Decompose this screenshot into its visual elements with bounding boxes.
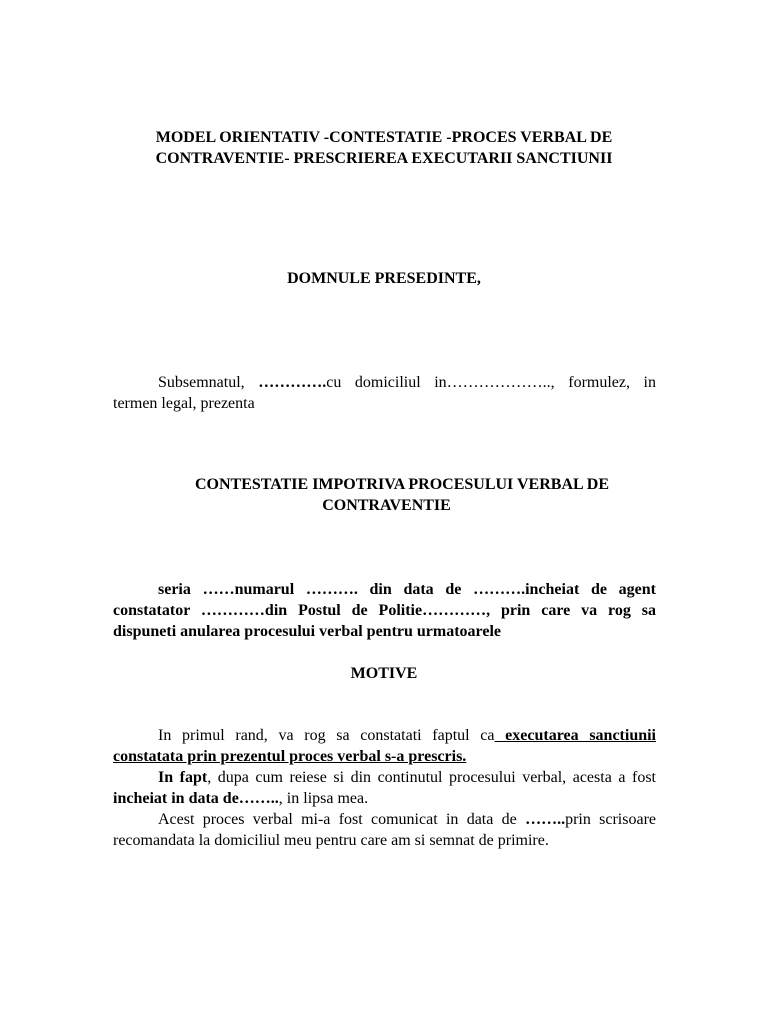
doc-type-line-1: CONTESTATIE IMPOTRIVA PROCESULUI VERBAL DE <box>194 476 610 493</box>
motive-2-lead: In fapt <box>158 769 208 786</box>
motive-1-emphasis: executarea sanctiunii constatata prin prezentul proces verbal s-a prescris. <box>113 727 657 765</box>
title-line-2: CONTRAVENTIE- PRESCRIEREA EXECUTARII SANCTIUNII <box>155 150 613 167</box>
series-text: seria ……numarul ………. din data de ……….incheiat de agent constatator …………din Postul de Politie…………, prin care va rog sa dispuneti anularea procesului verbal pentru urmatoarele <box>113 581 656 640</box>
motive-2-text: , dupa cum reiese si din continutul procesului verbal, acesta a fost <box>207 769 656 786</box>
intro-name-blank: …………. <box>258 374 327 391</box>
title-line-1: MODEL ORIENTATIV -CONTESTATIE -PROCES VERBAL DE <box>155 129 613 146</box>
series-paragraph <box>113 579 656 642</box>
document-type-heading <box>90 474 678 516</box>
motive-3-text: Acest proces verbal mi-a fost comunicat in data de <box>158 811 526 828</box>
motive-2-tail: , in lipsa mea. <box>278 790 369 807</box>
motive-paragraph-3 <box>113 809 656 851</box>
document-title <box>90 127 678 169</box>
motive-3-tail: prin scrisoare recomandata la domiciliul meu pentru care am si semnat de primire. <box>113 811 656 849</box>
intro-text: Subsemnatul, <box>158 374 259 391</box>
salutation: DOMNULE PRESEDINTE, <box>287 270 481 287</box>
doc-type-line-2: CONTRAVENTIE <box>322 497 451 514</box>
motive-2-date-blank: incheiat in data de…….. <box>113 790 279 807</box>
motive-paragraph-2 <box>113 767 656 809</box>
motive-3-date-blank: …….. <box>525 811 566 828</box>
motive-heading: MOTIVE <box>350 665 418 682</box>
motive-paragraph-1 <box>113 725 656 767</box>
intro-text-2: cu domiciliul in……………….., formulez, in termen legal, prezenta <box>113 374 656 412</box>
motive-1-text: In primul rand, va rog sa constatati faptul ca <box>158 727 495 744</box>
motive-paragraphs <box>113 725 656 851</box>
intro-paragraph <box>113 372 656 414</box>
